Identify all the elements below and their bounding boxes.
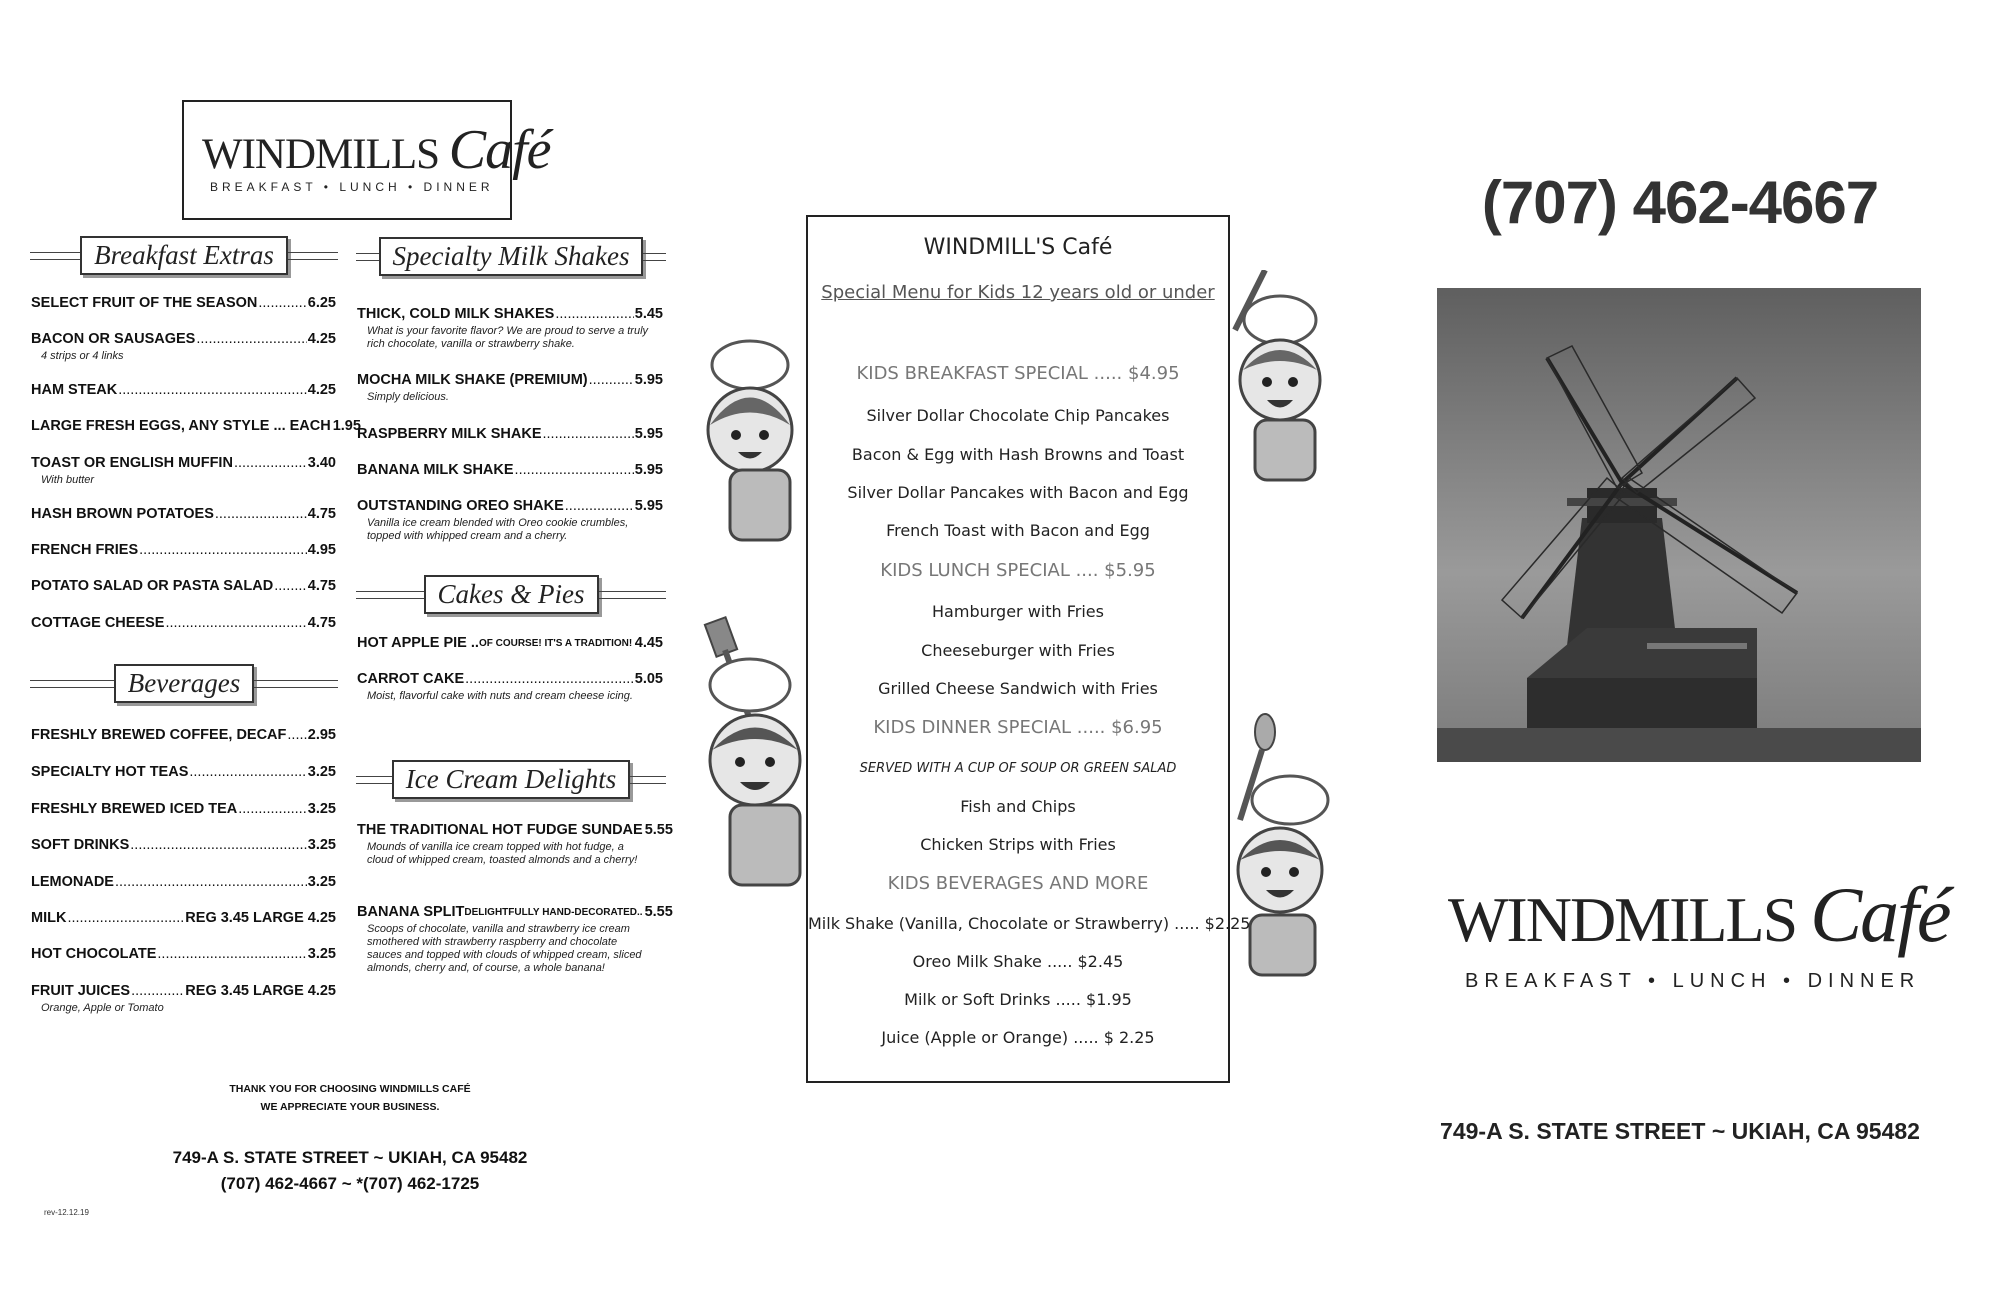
- menu-item: [357, 426, 663, 442]
- phone-number: (707) 462-4667: [1481, 169, 1879, 236]
- menu-item-price: 1.95: [332, 418, 361, 434]
- menu-item-description: With butter: [41, 474, 95, 486]
- kids-menu-item: French Toast with Bacon and Egg: [886, 521, 1150, 540]
- menu-item-price: 4.25: [307, 331, 336, 347]
- leader-dots: [234, 455, 307, 471]
- footer-address: 749-A S. STATE STREET ~ UKIAH, CA 95482: [172, 1148, 528, 1167]
- kids-section-title: KIDS LUNCH SPECIAL .... $5.95: [880, 560, 1156, 581]
- kids-menu-item: Chicken Strips with Fries: [920, 835, 1116, 854]
- menu-item-price: 6.25: [307, 295, 336, 311]
- menu-item: [31, 418, 361, 434]
- kids-section-title: KIDS DINNER SPECIAL ..... $6.95: [873, 717, 1163, 738]
- cakes-pies-header: [356, 575, 666, 614]
- menu-item-name: HOT APPLE PIE ..: [357, 635, 479, 651]
- menu-item: [357, 822, 673, 838]
- menu-item-name: FRESHLY BREWED COFFEE, DECAF: [31, 727, 287, 743]
- kid-chef-spoon-icon: [1220, 710, 1340, 980]
- footer-phones: (707) 462-4667 ~ *(707) 462-1725: [220, 1174, 480, 1193]
- leader-dots: [118, 382, 307, 398]
- menu-item-price: 5.95: [634, 498, 663, 514]
- divider: [288, 252, 338, 260]
- menu-item: [31, 382, 336, 398]
- menu-item-note: DELIGHTFULLY HAND-DECORATED..: [464, 906, 643, 918]
- menu-item-price: REG 3.45 LARGE 4.25: [185, 910, 336, 926]
- menu-item-description: Scoops of chocolate, vanilla and strawberry ice cream smothered with strawberry raspberry and chocolate sauces and topped with clouds of whipped cream, sliced almonds, cherry and, of course, a whole banana!: [367, 923, 642, 974]
- kids-menu-item: Bacon & Egg with Hash Browns and Toast: [851, 445, 1185, 464]
- leader-dots: [274, 578, 307, 594]
- divider: [356, 591, 424, 599]
- section-title: Beverages: [114, 664, 254, 703]
- leader-dots: [196, 331, 306, 347]
- logo-wordmark: [202, 118, 551, 182]
- divider: [30, 252, 80, 260]
- leader-dots: [238, 801, 307, 817]
- menu-item-price: 3.25: [307, 946, 336, 962]
- kid-chef-boy-icon: [1225, 270, 1335, 490]
- specialty-shakes-header: [356, 237, 666, 276]
- menu-item-name: LEMONADE: [31, 874, 114, 890]
- kids-menu-item: Milk or Soft Drinks ..... $1.95: [904, 990, 1132, 1009]
- menu-item: [357, 635, 663, 651]
- leader-dots: [287, 727, 306, 743]
- menu-item: [31, 837, 336, 853]
- leader-dots: [115, 874, 307, 890]
- kids-menu-item: Grilled Cheese Sandwich with Fries: [878, 679, 1158, 698]
- menu-item-price: 5.05: [634, 671, 663, 687]
- menu-item: [357, 372, 663, 388]
- divider: [356, 776, 392, 784]
- menu-item-name: HOT CHOCOLATE: [31, 946, 157, 962]
- leader-dots: [589, 372, 634, 388]
- logo-tagline: BREAKFAST • LUNCH • DINNER: [210, 180, 494, 194]
- leader-dots: [215, 506, 307, 522]
- section-title: Ice Cream Delights: [392, 760, 630, 799]
- kids-section-title: KIDS BEVERAGES AND MORE: [887, 873, 1149, 894]
- menu-item-price: 5.55: [644, 904, 673, 920]
- section-title: Specialty Milk Shakes: [379, 237, 644, 276]
- menu-item-name: SELECT FRUIT OF THE SEASON: [31, 295, 258, 311]
- menu-item-name: BANANA MILK SHAKE: [357, 462, 514, 478]
- menu-item-name: BANANA SPLIT: [357, 904, 465, 920]
- windmill-photo: [1437, 288, 1921, 762]
- menu-item-name: CARROT CAKE: [357, 671, 465, 687]
- logo-box: [182, 100, 551, 220]
- menu-item-name: POTATO SALAD OR PASTA SALAD: [31, 578, 274, 594]
- logo-cafe: Café: [448, 119, 551, 181]
- menu-item: [357, 498, 663, 514]
- menu-item-name: BACON OR SAUSAGES: [31, 331, 196, 347]
- menu-item-description: What is your favorite flavor? We are proud to serve a truly rich chocolate, vanilla or strawberry shake.: [367, 325, 649, 350]
- menu-item-price: 2.95: [307, 727, 336, 743]
- menu-item-name: THE TRADITIONAL HOT FUDGE SUNDAE: [357, 822, 643, 838]
- menu-item-name: HAM STEAK: [31, 382, 118, 398]
- menu-item: [31, 874, 336, 890]
- menu-item-price: 5.95: [634, 426, 663, 442]
- kids-menu-item: Cheeseburger with Fries: [921, 641, 1115, 660]
- leader-dots: [258, 295, 306, 311]
- menu-item-price: 5.45: [634, 306, 663, 322]
- kids-menu-item: Silver Dollar Chocolate Chip Pancakes: [866, 406, 1170, 425]
- windmill-icon: [1437, 288, 1921, 762]
- menu-item-name: RASPBERRY MILK SHAKE: [357, 426, 542, 442]
- menu-item-name: HASH BROWN POTATOES: [31, 506, 214, 522]
- leader-dots: [565, 498, 634, 514]
- kids-menu-item: Silver Dollar Pancakes with Bacon and Egg: [847, 483, 1189, 502]
- menu-item-price: 5.95: [634, 372, 663, 388]
- menu-item: [31, 764, 336, 780]
- kids-menu-item: Juice (Apple or Orange) ..... $ 2.25: [881, 1028, 1155, 1047]
- menu-item-description: Vanilla ice cream blended with Oreo cookie crumbles, topped with whipped cream and a cherry.: [367, 517, 629, 542]
- beverages-header: [30, 664, 338, 703]
- leader-dots: [157, 946, 306, 962]
- leader-dots: [165, 615, 306, 631]
- logo-wordmark-large: [1448, 870, 1949, 960]
- menu-item-name: LARGE FRESH EGGS, ANY STYLE ... EACH: [31, 418, 331, 434]
- kids-menu-title: WINDMILL'S Café: [923, 235, 1113, 260]
- logo-name: WINDMILLS: [202, 131, 440, 178]
- menu-item: [31, 578, 336, 594]
- divider: [356, 253, 379, 261]
- kids-menu-subtitle: Special Menu for Kids 12 years old or under: [821, 282, 1215, 303]
- leader-dots: [633, 635, 634, 651]
- menu-item: [31, 542, 336, 558]
- divider: [30, 680, 114, 688]
- leader-dots: [67, 910, 184, 926]
- menu-item: [31, 983, 336, 999]
- breakfast-extras-header: [30, 236, 338, 275]
- section-title: Breakfast Extras: [80, 236, 288, 275]
- menu-item-note: OF COURSE! IT'S A TRADITION!: [478, 637, 633, 649]
- menu-item-description: Orange, Apple or Tomato: [41, 1002, 164, 1014]
- thanks-line-2: WE APPRECIATE YOUR BUSINESS.: [260, 1101, 440, 1113]
- menu-item-name: OUTSTANDING OREO SHAKE: [357, 498, 564, 514]
- leader-dots: [189, 764, 306, 780]
- menu-item-price: 3.40: [307, 455, 336, 471]
- divider: [254, 680, 338, 688]
- kids-menu-item: Oreo Milk Shake ..... $2.45: [912, 952, 1124, 971]
- divider: [630, 776, 666, 784]
- menu-item-name: COTTAGE CHEESE: [31, 615, 165, 631]
- menu-item-name: FRUIT JUICES: [31, 983, 131, 999]
- menu-item: [31, 295, 336, 311]
- leader-dots: [130, 837, 306, 853]
- menu-item-name: THICK, COLD MILK SHAKES: [357, 306, 555, 322]
- menu-item-price: 4.25: [307, 382, 336, 398]
- menu-item-name: MOCHA MILK SHAKE (PREMIUM): [357, 372, 588, 388]
- kids-menu-item: Milk Shake (Vanilla, Chocolate or Strawberry) ..... $2.25: [808, 914, 1251, 933]
- menu-item-price: 3.25: [307, 837, 336, 853]
- menu-item-description: Moist, flavorful cake with nuts and cream cheese icing.: [367, 690, 633, 702]
- logo-cafe-large: Café: [1810, 871, 1950, 958]
- menu-item: [357, 462, 663, 478]
- menu-item-price: 4.75: [307, 506, 336, 522]
- menu-item-price: REG 3.45 LARGE 4.25: [185, 983, 336, 999]
- menu-item-price: 4.75: [307, 615, 336, 631]
- menu-item-description: Simply delicious.: [367, 391, 449, 403]
- menu-item: [357, 306, 663, 322]
- menu-item-price: 3.25: [307, 801, 336, 817]
- menu-item: [31, 801, 336, 817]
- menu-item-price: 4.45: [634, 635, 663, 651]
- kids-menu-item: Hamburger with Fries: [932, 602, 1104, 621]
- leader-dots: [555, 306, 633, 322]
- menu-item-name: TOAST OR ENGLISH MUFFIN: [31, 455, 233, 471]
- menu-item-price: 4.75: [307, 578, 336, 594]
- menu-item: [31, 727, 336, 743]
- kid-chef-girl-icon: [690, 330, 820, 560]
- menu-item-price: 4.95: [307, 542, 336, 558]
- revision-note: rev-12.12.19: [44, 1208, 89, 1217]
- leader-dots: [543, 426, 634, 442]
- logo-tagline-large: BREAKFAST • LUNCH • DINNER: [1465, 970, 1921, 992]
- menu-item-name: FRENCH FRIES: [31, 542, 139, 558]
- section-title: Cakes & Pies: [424, 575, 599, 614]
- menu-item: [357, 671, 663, 687]
- menu-item-description: Mounds of vanilla ice cream topped with hot fudge, a cloud of whipped cream, toasted almonds and a cherry!: [367, 841, 638, 866]
- menu-item-name: MILK: [31, 910, 67, 926]
- leader-dots: [139, 542, 307, 558]
- menu-item-description: 4 strips or 4 links: [41, 350, 124, 362]
- logo-name-large: WINDMILLS: [1448, 884, 1797, 955]
- divider: [599, 591, 667, 599]
- kids-menu-item: Fish and Chips: [960, 797, 1076, 816]
- kids-menu-box: [806, 215, 1251, 1083]
- menu-item-name: SOFT DRINKS: [31, 837, 130, 853]
- ice-cream-header: [356, 760, 666, 799]
- leader-dots: [131, 983, 184, 999]
- menu-item-price: 5.95: [634, 462, 663, 478]
- menu-item-price: 3.25: [307, 764, 336, 780]
- leader-dots: [515, 462, 634, 478]
- menu-item-name: SPECIALTY HOT TEAS: [31, 764, 189, 780]
- right-address: 749-A S. STATE STREET ~ UKIAH, CA 95482: [1440, 1118, 1920, 1144]
- menu-item: [31, 455, 336, 471]
- menu-item-price: 3.25: [307, 874, 336, 890]
- leader-dots: [465, 671, 634, 687]
- thanks-line-1: THANK YOU FOR CHOOSING WINDMILLS CAFÉ: [229, 1083, 471, 1095]
- menu-item: [357, 904, 673, 920]
- menu-item-price: 5.55: [644, 822, 673, 838]
- kids-section-title: KIDS BREAKFAST SPECIAL ..... $4.95: [856, 363, 1180, 384]
- menu-item: [31, 506, 336, 522]
- menu-item: [31, 910, 336, 926]
- menu-item: [31, 946, 336, 962]
- divider: [643, 253, 666, 261]
- menu-item: [31, 615, 336, 631]
- kids-menu-item: SERVED WITH A CUP OF SOUP OR GREEN SALAD: [859, 761, 1177, 776]
- menu-item-name: FRESHLY BREWED ICED TEA: [31, 801, 238, 817]
- menu-item: [31, 331, 336, 347]
